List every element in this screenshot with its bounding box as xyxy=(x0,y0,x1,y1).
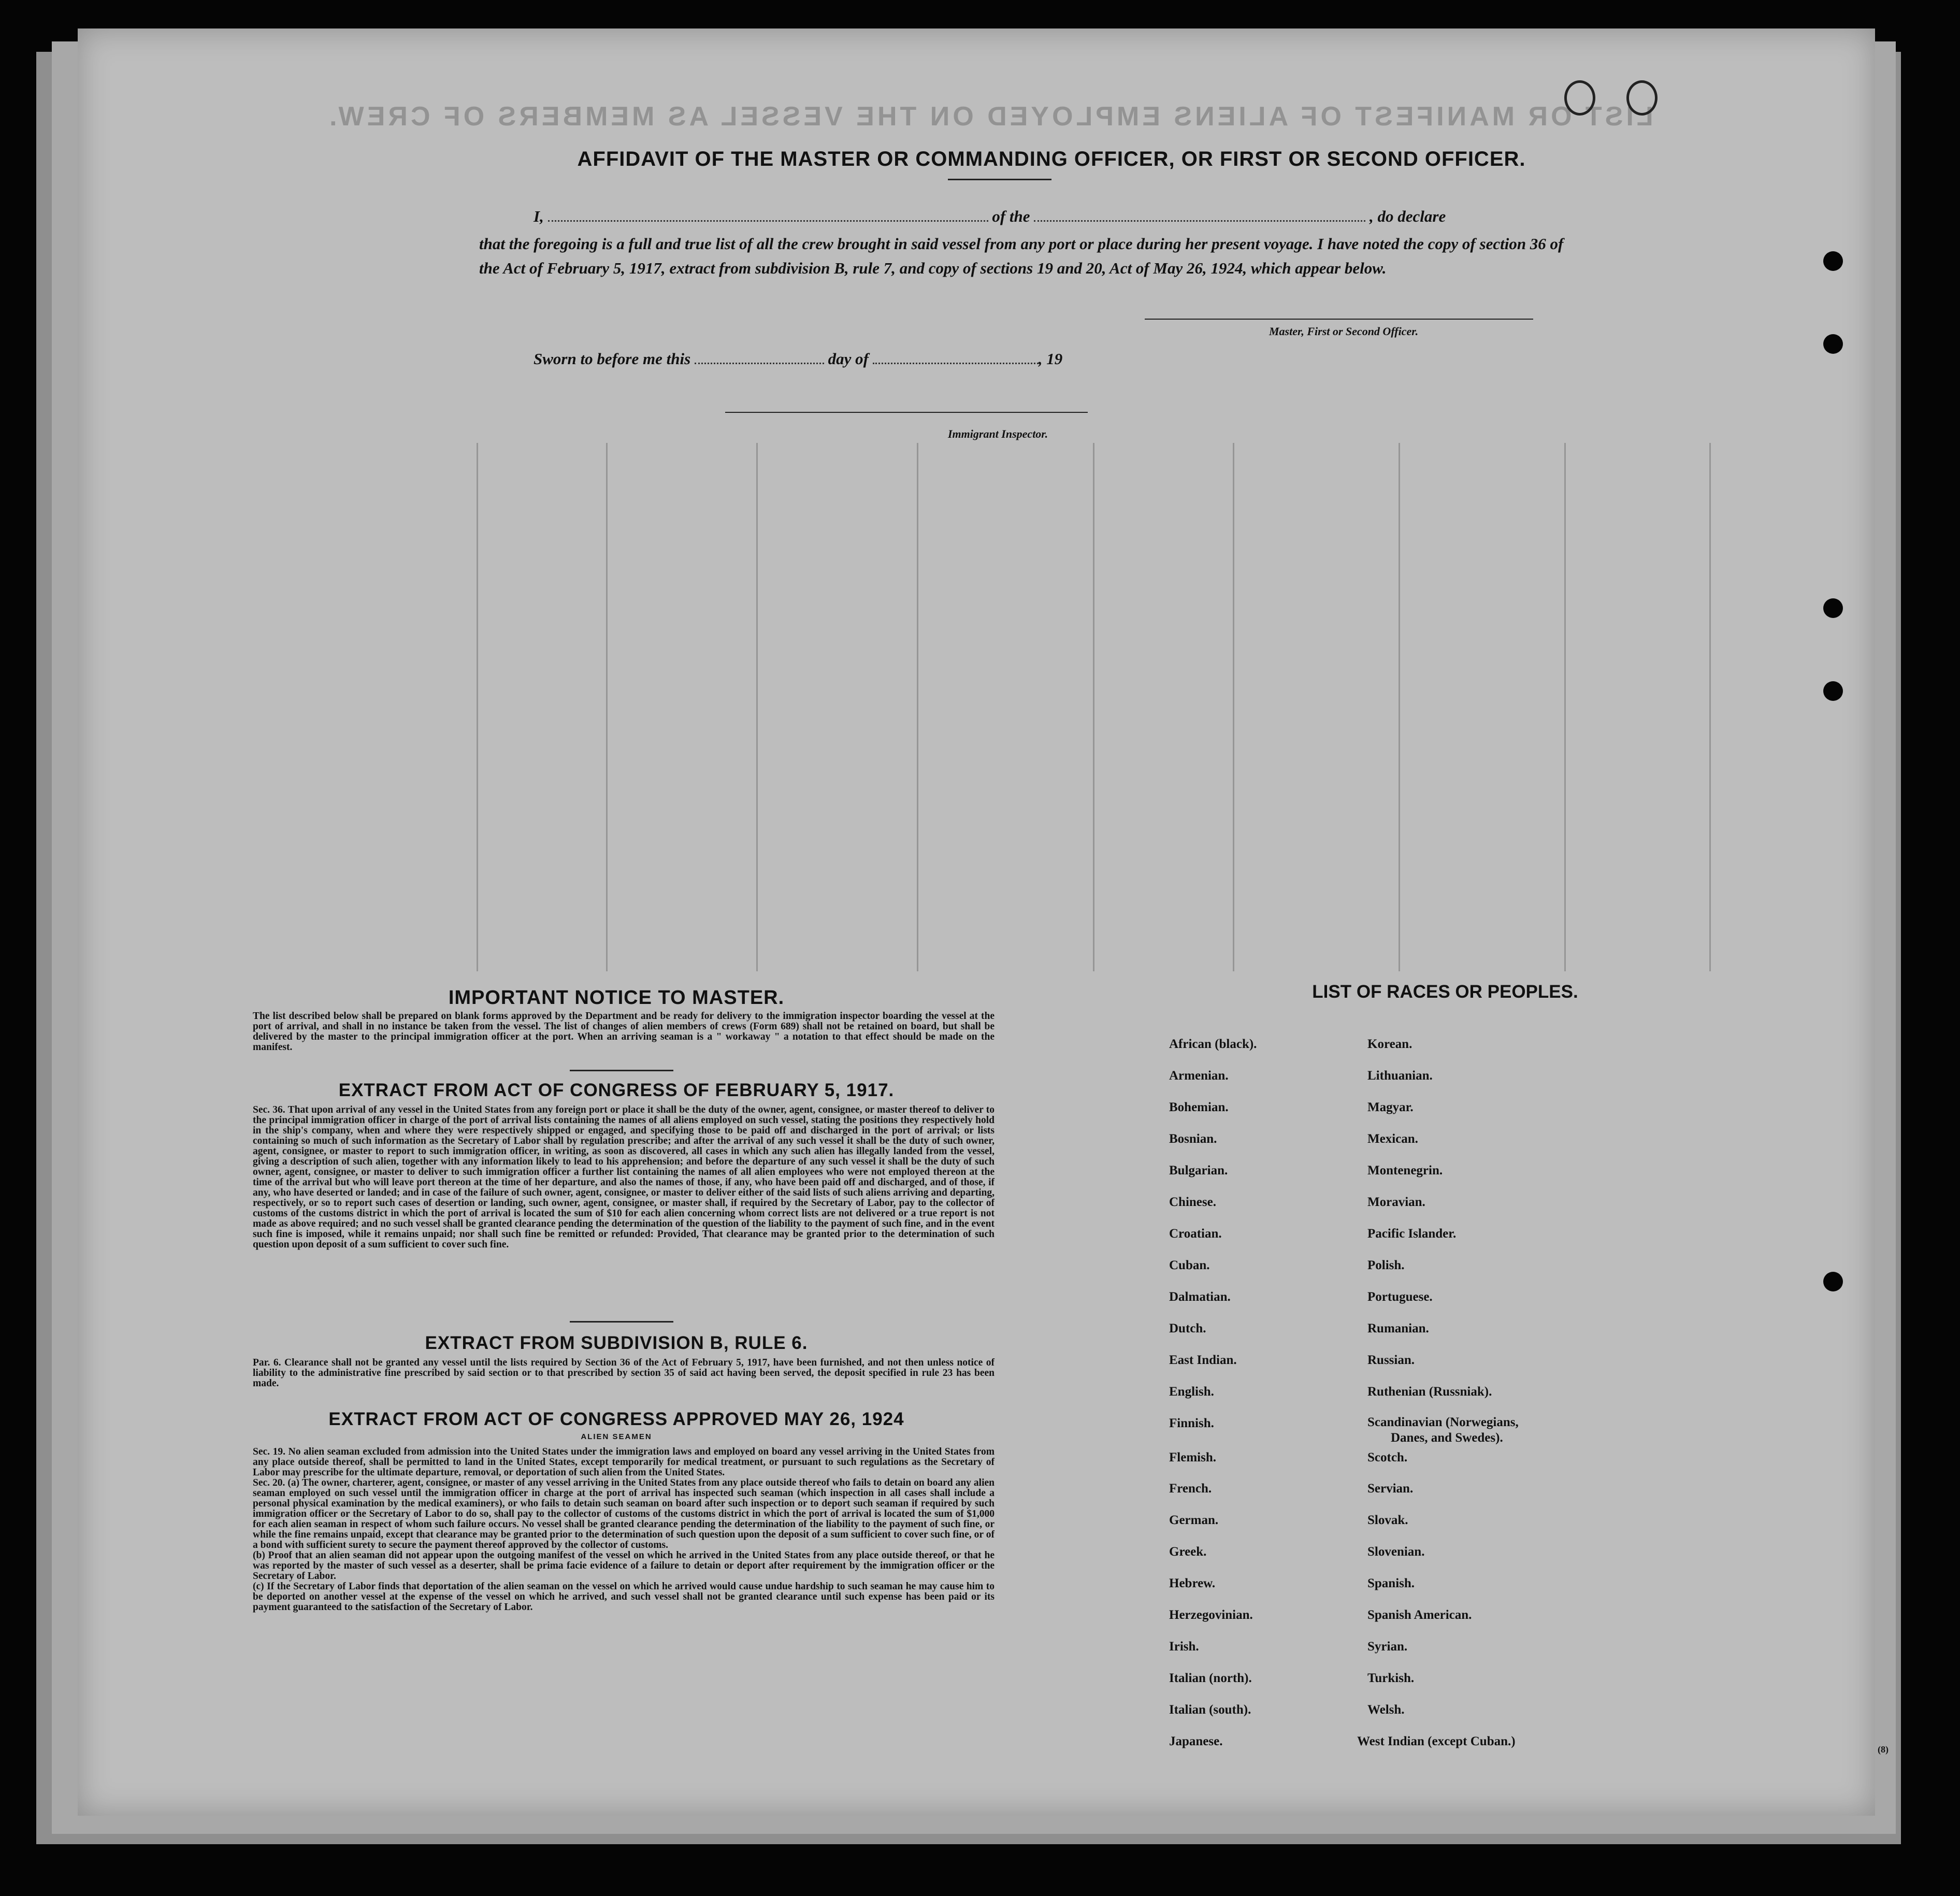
race-left: Finnish. xyxy=(1169,1416,1214,1430)
race-right: Syrian. xyxy=(1367,1640,1408,1654)
race-right: Pacific Islander. xyxy=(1367,1227,1457,1241)
form-number: (8) xyxy=(1878,1744,1889,1755)
bleed-column-line xyxy=(917,443,918,971)
bleed-column-line xyxy=(756,443,758,971)
sec-20a-paragraph: Sec. 20. (a) The owner, charterer, agent, consignee, or master of any vessel arriving in the United States from any place outside thereof who fails to detain on board any alien seaman employed on such vessel until the immigration officer in charge at the port of arrival has inspected such seaman (which inspection in all cases shall include a personal physical examination by the medical examiners), or who fails to detain such seaman on board after such inspection or to deport such seaman if required by such immigration officer or the Secretary of Labor to do so, shall pay to the collector of customs of the customs district in which the port of arrival is located the sum of $1,000 for each alien seaman in respect of whom such failure occurs. No vessel shall be granted clearance pending the determination of the liability to the payment of such fine, or while the fine remains unpaid, except that clearance may be granted prior to the determination of such question upon the deposit of a sum sufficient to cover such fine, or of a bond with sufficient surety to secure the payment thereof approved by the collector of customs. xyxy=(253,1477,995,1550)
race-left: Flemish. xyxy=(1169,1450,1216,1464)
extract-1924-title: EXTRACT FROM ACT OF CONGRESS APPROVED MAY 26, 1924 xyxy=(328,1409,904,1429)
race-left: Japanese. xyxy=(1169,1734,1223,1748)
race-left: Armenian. xyxy=(1169,1069,1229,1083)
bleed-column-line xyxy=(606,443,608,971)
vessel-blank[interactable] xyxy=(1034,220,1365,222)
extract-rule6-text xyxy=(238,1358,995,1389)
race-right: Polish. xyxy=(1367,1258,1405,1272)
race-left: Cuban. xyxy=(1169,1258,1210,1272)
race-right: Rumanian. xyxy=(1367,1322,1429,1335)
divider xyxy=(948,179,1051,180)
inspector-label: Immigrant Inspector. xyxy=(948,427,1048,440)
race-right: Spanish. xyxy=(1367,1576,1415,1590)
sec-19-paragraph: Sec. 19. No alien seaman excluded from admission into the United States under the immigration laws and employed on board any vessel arriving in the United States from any place outside thereof, shall be permitted to land in the United States, except temporarily for medical treatment, or pursuant to such regulations as the Secretary of Labor may prescribe for the ultimate departure, removal, or deportation of such alien from the United States. xyxy=(253,1446,995,1478)
sworn-month-blank[interactable] xyxy=(873,363,1039,364)
race-left: Bohemian. xyxy=(1169,1100,1229,1114)
race-right: Montenegrin. xyxy=(1367,1164,1443,1177)
race-right: Lithuanian. xyxy=(1367,1069,1433,1083)
sworn-line xyxy=(534,350,1062,368)
sworn-day-blank[interactable] xyxy=(695,363,824,364)
inspector-signature-line[interactable] xyxy=(725,412,1088,413)
extract-1917-text xyxy=(238,1105,995,1250)
bleed-column-line xyxy=(1399,443,1400,971)
races-title: LIST OF RACES OR PEOPLES. xyxy=(1312,982,1578,1002)
race-right: Scotch. xyxy=(1367,1450,1408,1464)
race-left: Bulgarian. xyxy=(1169,1164,1228,1177)
document-page xyxy=(78,28,1889,1816)
race-left: African (black). xyxy=(1169,1037,1257,1051)
par-6-paragraph: Par. 6. Clearance shall not be granted any vessel until the lists required by Section 36 of the Act of February 5, 1917, have been furnished, and not then unless notice of liability to the administrative fine prescribed by said section or to that prescribed by section 35 of said act having been served, the deposit specified in rule 23 has been made. xyxy=(253,1357,995,1389)
race-right: Moravian. xyxy=(1367,1195,1425,1209)
affidavit-i-label: I, xyxy=(534,207,544,225)
bleedthrough-header: LIST OR MANIFEST OF ALIENS EMPLOYED ON THE VESSEL AS MEMBERS OF CREW. xyxy=(326,102,1653,132)
alien-seamen-subtitle: ALIEN SEAMEN xyxy=(581,1432,652,1441)
race-left: East Indian. xyxy=(1169,1353,1237,1367)
notice-text xyxy=(238,1011,995,1053)
race-right: Welsh. xyxy=(1367,1703,1405,1717)
race-right: Korean. xyxy=(1367,1037,1413,1051)
notice-paragraph: The list described below shall be prepared on blank forms approved by the Department and be ready for delivery to the immigration inspector boarding the vessel at the port of arrival, and shall in no instance be taken from the vessel. The list of changes of alien members of crews (Form 689) shall not be retained on board, but shall be delivered by the master to the principal immigration officer at the port. When an arriving seaman is a " workaway " a notation to that effect should be made on the manifest. xyxy=(253,1011,995,1053)
race-right: Portuguese. xyxy=(1367,1290,1433,1304)
bleed-column-line xyxy=(1709,443,1711,971)
race-left: French. xyxy=(1169,1482,1212,1496)
punch-hole xyxy=(1823,334,1843,354)
punch-hole xyxy=(1823,598,1843,618)
extract-rule6-title: EXTRACT FROM SUBDIVISION B, RULE 6. xyxy=(425,1333,808,1353)
sec-36-paragraph: Sec. 36. That upon arrival of any vessel in the United States from any foreign port or place it shall be the duty of the owner, agent, consignee, or master thereof to deliver to the principal immigration officer in charge of the port of arrival lists containing the names of all aliens employed on such vessel, stating the positions they respectively hold in the ship's company, when and where they were respectively shipped or engaged, and specifying those to be paid off and discharged in the port of arrival; or lists containing so much of such information as the Secretary of Labor shall by regulation prescribe; and after the arrival of any such vessel it shall be the duty of such owner, agent, consignee, or master to report to such immigration officer, in writing, as soon as discovered, all cases in which any such alien has illegally landed from the vessel, giving a description of such alien, together with any information likely to lead to his apprehension; and before the departure of any such vessel it shall be the duty of such owner, agent, consignee, or master to deliver to such immigration officer a further list containing the names of all alien employees who were not employed thereon at the time of the arrival but who will leave port thereon at the time of her departure, and also the names of those, if any, who have been paid off and discharged, and of those, if any, who have deserted or landed; and in case of the failure of such owner, agent, consignee, or master to deliver either of the said lists of such aliens arriving and departing, respectively, or so to report such cases of desertion or landing, such owner, agent, consignee, or master shall, if required by the Secretary of Labor, pay to the collector of customs of the customs district in which the port of arrival is located the sum of $10 for each alien concerning whom correct lists are not delivered or a true report is not made as above required; and no such vessel shall be granted clearance pending the determination of the question of the liability to the payment of such fine, and in the event such fine is imposed, while it remains unpaid; nor shall such fine be remitted or refunded: Provided, That clearance may be granted prior to the determination of such question upon deposit of a sum sufficient to cover such fine. xyxy=(253,1104,995,1250)
race-right: Danes, and Swedes). xyxy=(1391,1431,1503,1445)
sec-20b-paragraph: (b) Proof that an alien seaman did not appear upon the outgoing manifest of the vessel on which he arrived in the United States from any place outside thereof, or that he was reported by the master of such vessel as a deserter, shall be prima facie evidence of a failure to detain or deport after requirement by the immigration officer or the Secretary of Labor. xyxy=(253,1550,995,1582)
race-left: Italian (south). xyxy=(1169,1703,1251,1717)
race-right: Mexican. xyxy=(1367,1132,1418,1146)
race-right: West Indian (except Cuban.) xyxy=(1357,1734,1516,1748)
day-of-label: day of xyxy=(828,350,869,368)
affidavit-declare-label: , do declare xyxy=(1370,207,1446,225)
punch-hole xyxy=(1823,681,1843,701)
punch-ring xyxy=(1564,80,1595,116)
race-right: Servian. xyxy=(1367,1482,1414,1496)
race-right: Spanish American. xyxy=(1367,1608,1472,1622)
punch-hole xyxy=(1823,1272,1843,1291)
extract-1917-title: EXTRACT FROM ACT OF CONGRESS OF FEBRUARY 5, 1917. xyxy=(338,1080,895,1100)
divider xyxy=(570,1070,673,1071)
race-left: Chinese. xyxy=(1169,1195,1216,1209)
bleed-column-line xyxy=(1564,443,1566,971)
extract-1924-text xyxy=(238,1447,995,1613)
race-left: Italian (north). xyxy=(1169,1671,1252,1685)
divider xyxy=(570,1321,673,1323)
race-right: Slovak. xyxy=(1367,1513,1408,1527)
race-left: Croatian. xyxy=(1169,1227,1222,1241)
race-right: Russian. xyxy=(1367,1353,1415,1367)
signature-line[interactable] xyxy=(1145,319,1533,320)
sec-20c-paragraph: (c) If the Secretary of Labor finds that deportation of the alien seaman on the vessel on which he arrived would cause undue hardship to such seaman he may cause him to be deported on another vessel at the expense of the vessel on which he arrived, and such vessel shall not be granted clearance until such expense has been paid or its payment guaranteed to the satisfaction of the Secretary of Labor. xyxy=(253,1581,995,1613)
race-left: Bosnian. xyxy=(1169,1132,1217,1146)
sworn-label: Sworn to before me this xyxy=(534,350,691,368)
bleed-column-line xyxy=(1233,443,1234,971)
bleed-column-line xyxy=(477,443,478,971)
race-left: English. xyxy=(1169,1385,1214,1399)
punch-hole xyxy=(1823,251,1843,271)
punch-ring xyxy=(1626,80,1658,116)
race-left: German. xyxy=(1169,1513,1219,1527)
race-right: Ruthenian (Russniak). xyxy=(1367,1385,1492,1399)
affidavit-title: AFFIDAVIT OF THE MASTER OR COMMANDING OFFICER, OR FIRST OR SECOND OFFICER. xyxy=(577,148,1526,170)
race-right: Turkish. xyxy=(1367,1671,1415,1685)
affidavit-of-label: of the xyxy=(992,207,1030,225)
year-label: , 19 xyxy=(1038,350,1063,368)
signature-label: Master, First or Second Officer. xyxy=(1269,325,1419,338)
race-left: Irish. xyxy=(1169,1640,1199,1654)
affidavit-line-1 xyxy=(534,207,1446,226)
race-right: Scandinavian (Norwegians, xyxy=(1367,1415,1519,1429)
race-left: Herzegovinian. xyxy=(1169,1608,1253,1622)
affidavit-body: that the foregoing is a full and true list of all the crew brought in said vessel from any port or place during her present voyage. I have noted the copy of section 36 of the Act of February 5, 1917, extract from subdivision B, rule 7, and copy of sections 19 and 20, Act of May 26, 1924, which appear below. xyxy=(479,235,1564,277)
bleed-column-line xyxy=(1093,443,1094,971)
notice-title: IMPORTANT NOTICE TO MASTER. xyxy=(448,987,785,1009)
race-left: Dutch. xyxy=(1169,1322,1206,1335)
race-left: Dalmatian. xyxy=(1169,1290,1231,1304)
race-left: Hebrew. xyxy=(1169,1576,1216,1590)
name-blank[interactable] xyxy=(548,220,988,222)
race-right: Magyar. xyxy=(1367,1100,1414,1114)
race-right: Slovenian. xyxy=(1367,1545,1425,1559)
race-left: Greek. xyxy=(1169,1545,1207,1559)
